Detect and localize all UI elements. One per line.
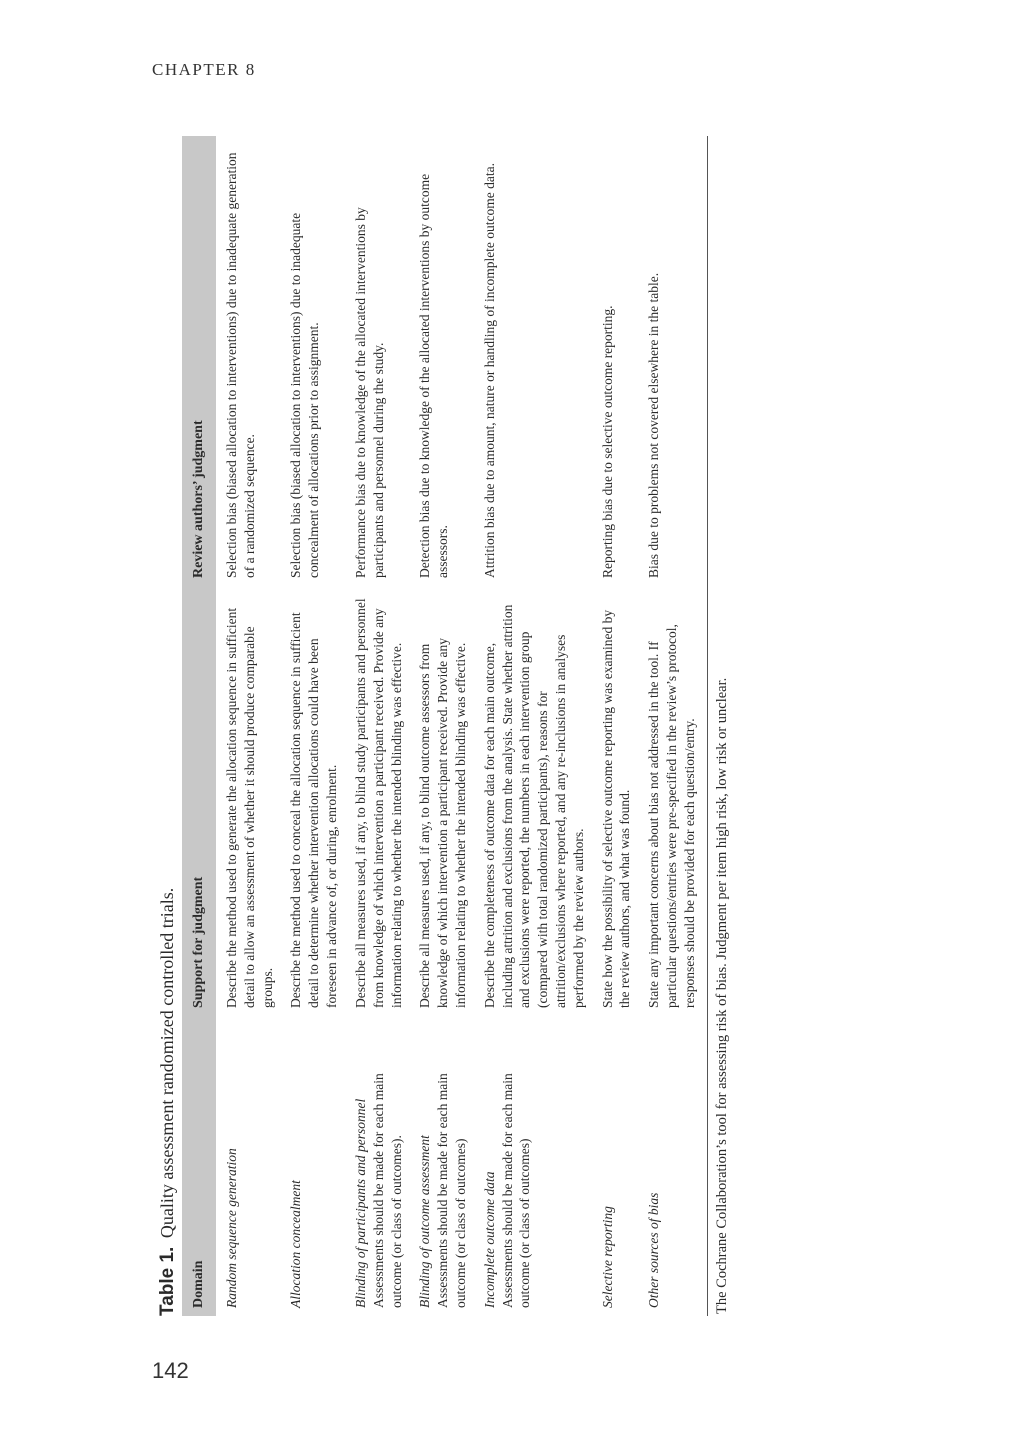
table-footnote: The Cochrane Collaboration’s tool for assessing risk of bias. Judgment per item high risk, low risk or unclear.: [713, 677, 730, 1314]
chapter-heading: CHAPTER 8: [152, 60, 256, 79]
table-row: [280, 136, 344, 1316]
cell-domain: [409, 1016, 473, 1316]
cell-domain: [345, 1016, 409, 1316]
cell-judgment: Attrition bias due to amount, nature or handling of incomplete outcome data.: [481, 162, 497, 578]
header-support: Support for judgment: [182, 586, 216, 1016]
cell-judgment: Selection bias (biased allocation to interventions) due to inadequate concealment of allocations prior to assignment.: [288, 212, 322, 578]
cell-domain: [474, 1016, 592, 1316]
bias-assessment-table: [182, 136, 703, 1316]
cell-judgment: Detection bias due to knowledge of the allocated interventions by outcome assessors.: [417, 173, 451, 578]
cell-support: Describe the method used to generate the allocation sequence in sufficient detail to allow an assessment of whether it should produce comparable groups.: [224, 607, 275, 1008]
domain-name: Incomplete outcome data: [481, 1171, 497, 1308]
cell-domain: [592, 1016, 639, 1316]
table-label: Table 1.: [157, 1246, 178, 1316]
cell-support: Describe the method used to conceal the allocation sequence in sufficient detail to determine whether intervention allocations could have been foreseen in advance of, or during, enrolment.: [288, 612, 340, 1008]
table-row: [592, 136, 639, 1316]
page-number: 142: [152, 1358, 189, 1383]
cell-domain: [216, 1016, 280, 1316]
table-header-row: [182, 136, 216, 1316]
header-domain: Domain: [182, 1016, 216, 1316]
cell-support: Describe all measures used, if any, to blind study participants and personnel from knowledge of which intervention a participant received. Provide any information relating to whether the intended blinding was effective.: [352, 598, 404, 1008]
cell-judgment: Reporting bias due to selective outcome reporting.: [599, 305, 615, 578]
cell-judgment: Selection bias (biased allocation to interventions) due to inadequate generation of a randomized sequence.: [224, 152, 257, 578]
domain-note: Assessments should be made for each main outcome (or class of outcomes): [499, 1073, 533, 1308]
cell-judgment: Bias due to problems not covered elsewhere in the table.: [646, 272, 662, 578]
cell-domain: [638, 1016, 702, 1316]
table-caption: [152, 136, 182, 1316]
domain-name: Allocation concealment: [288, 1180, 304, 1308]
cell-support: State how the possibility of selective outcome reporting was examined by the review authors, and what was found.: [599, 609, 633, 1008]
domain-name: Random sequence generation: [224, 1148, 239, 1308]
table-row: [345, 136, 409, 1316]
table-row: [474, 136, 592, 1316]
cell-judgment: Performance bias due to knowledge of the allocated interventions by participants and personnel during the study.: [352, 207, 386, 578]
table-row: [409, 136, 473, 1316]
header-judgment: Review authors’ judgment: [182, 136, 216, 586]
cell-domain: [280, 1016, 344, 1316]
table-title: Quality assessment randomized controlled trials.: [157, 887, 177, 1239]
domain-name: Blinding of participants and personnel: [352, 1098, 368, 1308]
table-row: [638, 136, 702, 1316]
table-row: [216, 136, 280, 1316]
cell-support: Describe the completeness of outcome data for each main outcome, including attrition and exclusions from the analysis. State whether attrition and exclusions were reported, the numbers in each intervention group (compared with total randomized participants), reasons for attrition/exclusions where reported, and any re-inclusions in analyses performed by the review authors.: [481, 604, 586, 1008]
domain-name: Selective reporting: [599, 1206, 615, 1308]
domain-name: Blinding of outcome assessment: [417, 1135, 433, 1308]
domain-note: Assessments should be made for each main outcome (or class of outcomes): [435, 1073, 468, 1308]
domain-name: Other sources of bias: [646, 1192, 662, 1308]
domain-note: Assessments should be made for each main outcome (or class of outcomes).: [370, 1073, 404, 1308]
rotated-table-block: [152, 136, 852, 1316]
cell-support: Describe all measures used, if any, to blind outcome assessors from knowledge of which intervention a participant received. Provide any information relating to whether the intended blinding was effective.: [417, 638, 468, 1008]
cell-support: State any important concerns about bias not addressed in the tool. If particular questions/entries were pre-specified in the review’s protocol, responses should be provided for each question/entry.: [646, 624, 697, 1008]
